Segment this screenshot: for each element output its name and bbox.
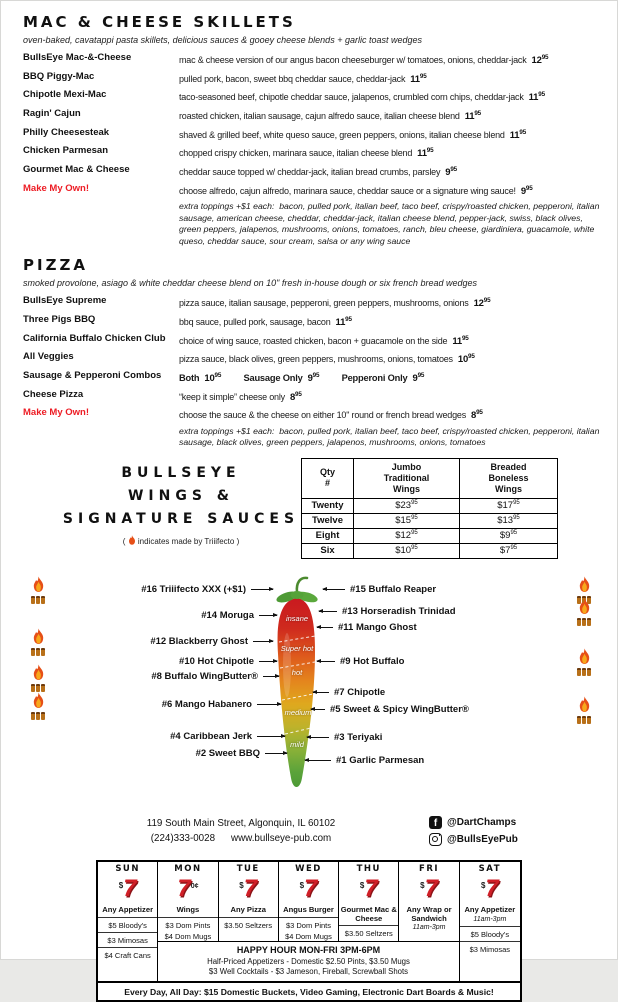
item-name: BBQ Piggy-Mac (23, 70, 95, 82)
item-name: Cheese Pizza (23, 388, 84, 400)
price-cell: $\$15^{95}$ (354, 513, 460, 528)
sauce-label: #8 Buffalo WingButter® (151, 671, 279, 683)
item-price: $8^{95}$ (289, 390, 302, 403)
section-title: MAC & CHEESE SKILLETS (23, 13, 296, 31)
sauce-label: #2 Sweet BBQ (196, 748, 287, 760)
item-desc: pizza sauce, italian sausage, pepperoni, green peppers, mushrooms, onions $12^{95}$ (179, 297, 491, 310)
item-desc: pulled pork, bacon, sweet bbq cheddar sauce, cheddar-jack $11^{95}$ (179, 72, 427, 85)
menu-item-row (23, 389, 607, 403)
sauce-label: #5 Sweet & Spicy WingButter® (311, 704, 469, 716)
facebook-row (429, 816, 518, 829)
item-desc: choose the sauce & the cheese on either 10" round or french bread wedges $8^{95}$ (179, 409, 483, 422)
item-price: $11^{95}$ (464, 109, 481, 123)
special-day-sun: SUN $7 Any Appetizer $5 Bloody's $3 Mimosas $4 Craft Cans (98, 862, 158, 982)
combos-row (23, 370, 607, 384)
menu-item-row (23, 108, 607, 122)
arrow-right-icon (251, 589, 273, 590)
sauce-label: #12 Blackberry Ghost (150, 636, 273, 648)
item-desc: Both $10^{95}$ Sausage Only $9^{95}$ Pepperoni Only $9^{95}$ (179, 371, 425, 385)
table-row: Six $\$10^{95}$ $\$7^{95}$ (302, 543, 558, 558)
item-name: BullsEye Supreme (23, 295, 107, 307)
price-cell: $\$17^{95}$ (460, 498, 558, 513)
triiifecto-flame-icon (27, 664, 49, 692)
price-cell: $\$7^{95}$ (460, 543, 558, 558)
mac-section (1, 13, 617, 247)
item-desc: roasted chicken, italian sausage, cajun alfredo sauce, italian cheese blend $11^{95}$ (179, 109, 481, 123)
price-cell: $\$9^{95}$ (460, 528, 558, 543)
special-day-fri: FRI $7 Any Wrap or Sandwich 11am-3pm (399, 862, 459, 942)
sauce-label: #14 Moruga (201, 610, 277, 622)
make-my-own-row (23, 407, 607, 421)
item-desc: bbq sauce, pulled pork, sausage, bacon $11^{95}$ (179, 315, 352, 329)
item-price: $10^{95}$ (204, 371, 222, 385)
menu-item-row (23, 145, 607, 159)
arrow-left-icon (311, 709, 325, 710)
arrow-right-icon (265, 753, 287, 754)
item-price: $9^{95}$ (412, 371, 425, 385)
special-day-wed: WED $7 Angus Burger $3 Dom Pints $4 Dom Mugs (279, 862, 339, 942)
seven-dollar-logo: $7 (420, 874, 438, 902)
triiifecto-flame-icon (573, 696, 595, 724)
extra-toppings-note: extra toppings +$1 each: bacon, pulled pork, italian beef, taco beef, crispy/roasted chicken, pepperoni, italian sausage, american cheese, cheddar, cheddar-jack, italian cheese blend, pepper-jack, swiss, black olives, green peppers, jalapenos, mushrooms, onions, tomatoes, ranch, bleu cheese, giardiniera, guacamole, white queso, cheddar sauce, sour cream, salsa or any wing sauce (179, 201, 600, 246)
item-name: Make My Own! (23, 407, 89, 419)
sauce-label: #13 Horseradish Trinidad (319, 606, 456, 618)
menu-item-row (23, 71, 607, 85)
seven-dollar-logo: $7 (359, 874, 378, 902)
item-name: Make My Own! (23, 182, 89, 194)
price-cell: $\$13^{95}$ (460, 513, 558, 528)
sauce-label: #11 Mango Ghost (317, 622, 417, 634)
item-price: $11^{95}$ (410, 72, 427, 85)
weekly-specials-table (96, 860, 522, 1002)
sauce-label: #10 Hot Chipotle (179, 656, 277, 668)
price-cell: $\$23^{95}$ (354, 498, 460, 513)
triiifecto-flame-icon (27, 576, 49, 604)
section-title: PIZZA (23, 256, 88, 275)
instagram-handle: @BullsEyePub (447, 833, 518, 845)
item-price: $11^{95}$ (509, 128, 526, 141)
menu-item-row (23, 164, 607, 178)
seven-dollar-logo: $7^{0¢}$ (177, 874, 199, 902)
item-price: $11^{95}$ (528, 91, 545, 104)
table-row: Twelve $\$15^{95}$ $\$13^{95}$ (302, 513, 558, 528)
happy-hour-block: HAPPY HOUR MON-FRI 3PM-6PM Half-Priced Appetizers - Domestic $2.50 Pints, $3.50 Mugs $3 Well Cocktails - $3 Jameson, Fireball, Screwball Shots (158, 941, 459, 981)
menu-item-row (23, 333, 607, 347)
item-desc: “keep it simple” cheese only $8^{95}$ (179, 390, 302, 403)
item-name: Sausage & Pepperoni Combos (23, 369, 162, 381)
wings-price-table (301, 458, 558, 559)
item-desc: mac & cheese version of our angus bacon cheeseburger w/ tomatoes, onions, cheddar-jack $12^{95}$ (179, 54, 549, 67)
item-price: $11^{95}$ (452, 334, 469, 347)
item-price: $9^{95}$ (445, 165, 457, 179)
item-name: BullsEye Mac-&-Cheese (23, 52, 132, 63)
wings-section (1, 458, 617, 564)
menu-item-row (23, 127, 607, 141)
facebook-handle: @DartChamps (447, 816, 517, 828)
seven-dollar-logo: $7 (118, 874, 137, 902)
item-desc: choose alfredo, cajun alfredo, marinara sauce, cheddar sauce or a signature wing sauce! $9^{95}$ (179, 184, 533, 197)
triiifecto-flame-icon (573, 598, 595, 626)
special-day-thu: THU $7 Gourmet Mac & Cheese $3.50 Seltzers (339, 862, 399, 942)
menu-item-row (23, 89, 607, 103)
sauce-label: #15 Buffalo Reaper (323, 584, 436, 596)
special-day-tue: TUE $7 Any Pizza $3.50 Seltzers (219, 862, 279, 942)
item-name: Chipotle Mexi-Mac (23, 89, 107, 101)
item-price: $12^{95}$ (531, 54, 549, 67)
arrow-right-icon (259, 661, 277, 662)
pizza-section (1, 256, 617, 449)
wings-section-title: BULLSEYE WINGS & SIGNATURE SAUCES ( indicates made by Triiifecto ) (59, 462, 303, 546)
menu-item-row (23, 314, 607, 328)
arrow-right-icon (263, 676, 279, 677)
price-cell: $\$12^{95}$ (354, 528, 460, 543)
heat-level-label: medium (284, 707, 312, 717)
sauce-label: #6 Mango Habanero (162, 699, 281, 711)
item-price: $10^{95}$ (457, 353, 475, 366)
social-block (429, 816, 518, 850)
item-desc: taco-seasoned beef, chipotle cheddar sauce, jalapenos, crumbled corn chips, cheddar-jack $11^{95}$ (179, 91, 545, 104)
item-desc: choice of wing sauce, roasted chicken, bacon + guacamole on the side $11^{95}$ (179, 334, 469, 347)
price-cell: $\$10^{95}$ (354, 543, 460, 558)
item-name: Three Pigs BBQ (23, 313, 96, 325)
seven-dollar-logo: $7 (299, 874, 318, 902)
item-price: $12^{95}$ (473, 297, 491, 310)
flame-icon (128, 535, 136, 545)
menu-item-row (23, 52, 607, 66)
item-price: $11^{95}$ (335, 315, 352, 329)
special-day-sat: SAT $7 Any Appetizer 11am-3pm $5 Bloody's $3 Mimosas (460, 862, 520, 982)
heat-scale-diagram (1, 568, 617, 808)
item-price: $8^{95}$ (471, 409, 483, 422)
arrow-left-icon (307, 737, 329, 738)
contact-footer (1, 816, 617, 856)
heat-level-label: hot (291, 667, 303, 677)
heat-level-label: insane (285, 613, 309, 623)
item-name: Ragin' Cajun (23, 107, 81, 119)
item-name: California Buffalo Chicken Club (23, 332, 166, 344)
table-row: Eight $\$12^{95}$ $\$9^{95}$ (302, 528, 558, 543)
item-price: $9^{95}$ (520, 184, 533, 197)
sauce-label: #3 Teriyaki (307, 732, 382, 744)
triiifecto-flame-icon (27, 628, 49, 656)
section-subtitle: smoked provolone, asiago & white cheddar cheese blend on 10" fresh in-house dough or six french bread wedges (23, 278, 477, 289)
instagram-row (429, 833, 518, 846)
arrow-right-icon (257, 736, 285, 737)
section-subtitle: oven-baked, cavatappi pasta skillets, delicious sauces & gooey cheese blends + garlic toast wedges (23, 35, 422, 45)
item-name: Chicken Parmesan (23, 145, 109, 157)
col-header-traditional: Jumbo Traditional Wings (354, 458, 460, 498)
heat-level-label: Super hot (280, 643, 314, 653)
phone-number: (224)333-0028 (150, 832, 216, 844)
arrow-right-icon (257, 704, 281, 705)
item-name: Philly Cheesesteak (23, 126, 110, 138)
triiifecto-note: ( indicates made by Triiifecto ) (122, 536, 240, 546)
arrow-left-icon (317, 661, 335, 662)
website-url: www.bullseye-pub.com (231, 832, 332, 844)
arrow-left-icon (323, 589, 345, 590)
arrow-left-icon (319, 611, 337, 612)
item-name: Gourmet Mac & Cheese (23, 163, 130, 175)
arrow-left-icon (317, 627, 333, 628)
sauce-label: #16 Triiifecto XXX (+$1) (141, 584, 273, 596)
street-address: 119 South Main Street, Algonquin, IL 60102 (146, 817, 336, 829)
sauce-label: #9 Hot Buffalo (317, 656, 404, 668)
arrow-left-icon (305, 760, 331, 761)
everyday-banner: Every Day, All Day: $15 Domestic Buckets, Video Gaming, Electronic Dart Boards & Music! (98, 981, 520, 1000)
table-row: Twenty $\$23^{95}$ $\$17^{95}$ (302, 498, 558, 513)
item-desc: chopped crispy chicken, marinara sauce, italian cheese blend $11^{95}$ (179, 147, 434, 160)
arrow-left-icon (313, 692, 329, 693)
address-block (101, 818, 381, 844)
item-desc: shaved & grilled beef, white queso sauce, green peppers, onions, italian cheese blend $11^{95}$ (179, 128, 526, 141)
sauce-label: #7 Chipotle (313, 687, 385, 699)
triiifecto-flame-icon (573, 648, 595, 676)
extra-toppings-note: extra toppings +$1 each: bacon, pulled pork, italian beef, taco beef, crispy/roasted chicken, pepperoni, italian sausage, black olives, green peppers, jalapenos, mushrooms, onions, tomatoes (179, 425, 600, 448)
item-desc: pizza sauce, black olives, green peppers, mushrooms, onions, tomatoes $10^{95}$ (179, 353, 475, 366)
item-price: $9^{95}$ (307, 371, 320, 385)
sauce-label: #4 Caribbean Jerk (170, 731, 285, 743)
heat-level-label: mild (290, 739, 304, 749)
item-name: All Veggies (23, 351, 74, 363)
col-header-boneless: Breaded Boneless Wings (460, 458, 558, 498)
item-desc: cheddar sauce topped w/ cheddar-jack, italian bread crumbs, parsley $9^{95}$ (179, 165, 457, 179)
facebook-icon: f (429, 816, 442, 829)
col-header-qty: Qty # (302, 458, 354, 498)
instagram-icon (429, 833, 442, 846)
arrow-right-icon (259, 615, 277, 616)
item-price: $11^{95}$ (417, 147, 434, 160)
sauce-label: #1 Garlic Parmesan (305, 755, 424, 767)
menu-item-row (23, 351, 607, 365)
triiifecto-flame-icon (27, 692, 49, 720)
menu-item-row (23, 295, 607, 309)
special-day-mon: MON $7^{0¢}$ Wings $3 Dom Pints $4 Dom Mugs (158, 862, 218, 942)
seven-dollar-logo: $7 (239, 874, 258, 902)
make-my-own-row (23, 183, 607, 197)
seven-dollar-logo: $7 (480, 874, 499, 902)
arrow-right-icon (253, 641, 273, 642)
